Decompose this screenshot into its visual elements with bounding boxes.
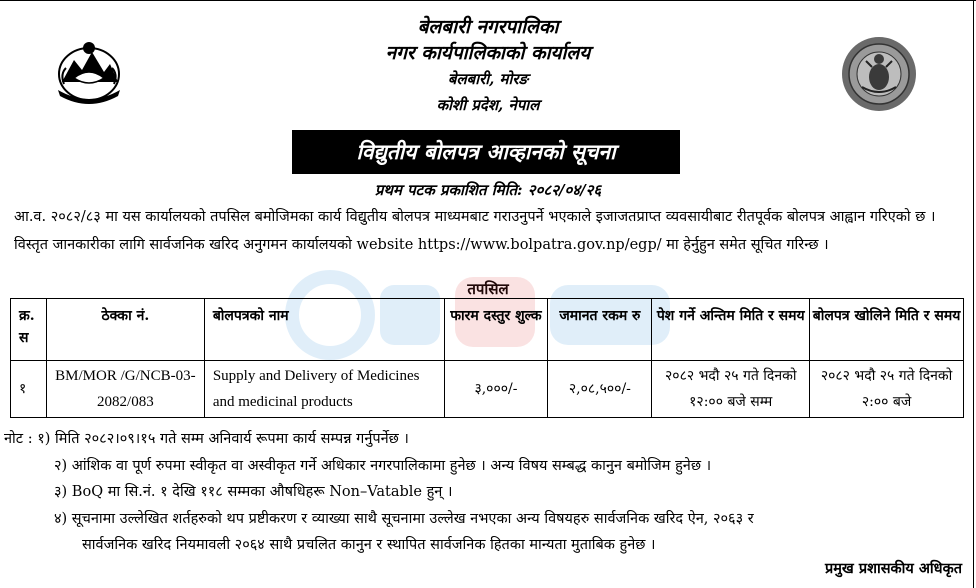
header-contract-no: ठेक्का नं. [46, 299, 204, 361]
intro-paragraph: आ.व. २०८२/८३ मा यस कार्यालयको तपसिल बमोजिमका कार्य विद्युतीय बोलपत्र माध्यमबाट गराउनुपर्ने भएकाले इजाजतप्राप्त व्यवसायीबाट रीतपूर्वक बोलपत्र आह्वान गरिएको छ । विस्तृत जानकारीका लागि सार्वजनिक खरिद अनुगमन कार्यालयको website https://www.bolpatra.gov.np/egp/ मा हेर्नुहुन समेत सूचित गरिन्छ । [14, 209, 936, 253]
header-bid-security: जमानत रकम रु [548, 299, 652, 361]
cell-contract-no: BM/MOR /G/NCB-03-2082/083 [46, 361, 204, 418]
published-date: प्रथम पटक प्रकाशित मिति: २०८२/०४/२६ [374, 181, 602, 199]
header-bid-name: बोलपत्रको नाम [204, 299, 444, 361]
note-2: २) आंशिक वा पूर्ण रुपमा स्वीकृत वा अस्वीकृत गर्ने अधिकार नगरपालिकामा हुनेछ । अन्य विषय सम्बद्ध कानुन बमोजिम हुनेछ । [54, 457, 712, 474]
note-4: ४) सूचनामा उल्लेखित शर्तहरुको थप प्रष्टीकरण र व्याख्या साथै सूचनामा उल्लेख नभएका अन्य विषयहरु सार्वजनिक खरिद ऐन, २०६३ र [54, 510, 754, 527]
table-row [11, 361, 964, 418]
header-sn: क्र. स [11, 299, 47, 361]
header-opening-time: बोलपत्र खोलिने मिति र समय [810, 299, 964, 361]
letterhead [0, 14, 976, 118]
notes-section [4, 426, 970, 559]
note-1: नोट : १) मिति २०८२।०९।१५ गते सम्म अनिवार्य रूपमा कार्य सम्पन्न गर्नुपर्नेछ । [4, 431, 409, 447]
note-4-continued: सार्वजनिक खरिद नियमावली २०६४ साथै प्रचलित कानुन र स्थापित सार्वजनिक हितका मान्यता मुताबिक हुनेछ । [82, 537, 656, 553]
cell-submission-deadline: २०८२ भदौ २५ गते दिनको १२:०० बजे सम्म [652, 361, 810, 418]
cell-bid-security: २,०८,५००/- [548, 361, 652, 418]
province-name: कोशी प्रदेश, नेपाल [436, 96, 540, 114]
signatory-title: प्रमुख प्रशासकीय अधिकृत [825, 560, 962, 577]
header-submission-deadline: पेश गर्ने अन्तिम मिति र समय [652, 299, 810, 361]
office-name: नगर कार्यपालिकाको कार्यालय [385, 42, 591, 64]
cell-bid-name: Supply and Delivery of Medicines and medicinal products [204, 361, 444, 418]
tender-table [10, 298, 964, 418]
page-border-top [0, 0, 976, 1]
municipality-name: बेलबारी नगरपालिका [417, 16, 559, 38]
cell-opening-time: २०८२ भदौ २५ गते दिनको २:०० बजे [810, 361, 964, 418]
header-form-fee: फारम दस्तुर शुल्क [444, 299, 548, 361]
table-title: तपसिल [467, 280, 509, 298]
table-header-row [11, 299, 964, 361]
note-3: ३) BoQ मा सि.नं. १ देखि ११८ सम्मका औषधिहरू Non–Vatable हुन् । [54, 484, 453, 500]
office-location: बेलबारी, मोरङ [447, 70, 529, 88]
cell-form-fee: ३,०००/- [444, 361, 548, 418]
cell-sn: १ [11, 361, 47, 418]
notice-title-banner: विद्युतीय बोलपत्र आव्हानको सूचना [292, 130, 680, 174]
